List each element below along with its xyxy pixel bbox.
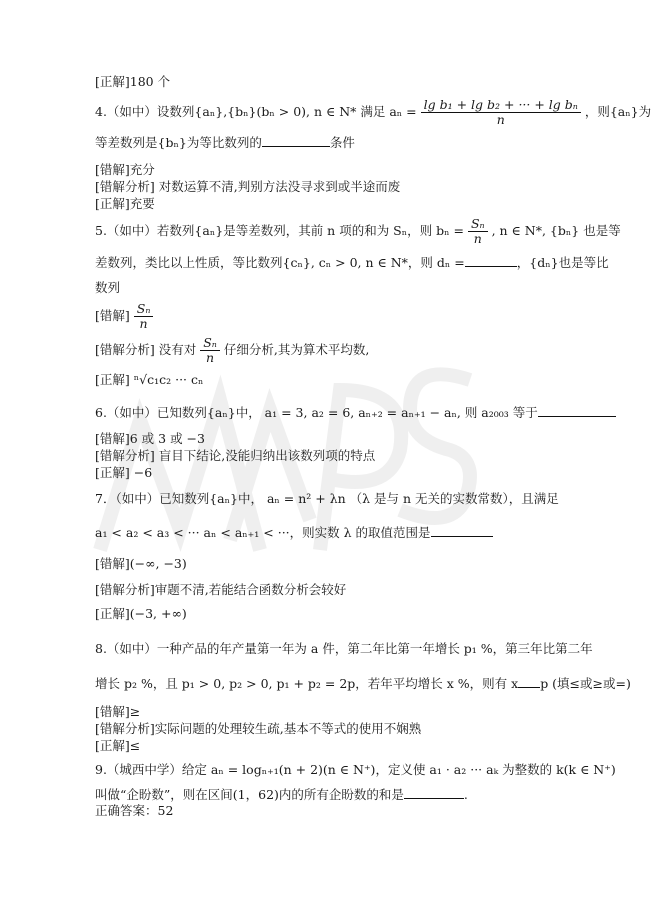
fraction: $\frac{\text{Sₙ}}{n}$ [134,302,154,331]
problem-7-line-1: 7．（如中）已知数列{aₙ}中， aₙ = n² + λn （λ 是与 n 无关的实数常数），且满足 [95,491,559,506]
correct-answer-line: [正解] ⁿ√c₁c₂ ··· cₙ [95,372,204,387]
answer-blank [404,786,464,799]
answer-blank [518,675,540,688]
wrong-answer-line: [错解] $\frac{\text{Sₙ}}{n}$ [95,302,153,331]
problem-8-line-2: 增长 p₂ %，且 p₁ > 0, p₂ > 0, p₁ + p₂ = 2p，若年平均增长 x %，则有 x p (填≤或≥或=) [95,676,631,691]
answer-blank [465,254,517,267]
wrong-answer-line: [错解]≥ [95,704,141,719]
error-analysis-line: [错解分析]审题不清,若能结合函数分析会较好 [95,582,347,597]
fraction: $\frac{\text{Sₙ}}{n}$ [200,336,220,365]
problem-7-line-2: a₁ < a₂ < a₃ < ··· aₙ < aₙ₊₁ < ···，则实数 λ 的取值范围是 [95,524,493,541]
correct-answer-line: [正解] −6 [95,465,153,480]
problem-5-line-1: 5.（如中）若数列{aₙ}是等差数列，其前 n 项的和为 Sₙ，则 bₙ = $\frac{\text{Sₙ}}{n}$ , n ∈ N*, {bₙ} 也是等 [95,216,621,246]
error-analysis-line: [错解分析] 盲目下结论,没能归纳出该数列项的特点 [95,448,376,463]
answer-line: [正解]180 个 [95,74,171,89]
correct-answer-line: [正解](−3, +∞) [95,606,187,621]
problem-5-line-3: 数列 [95,280,121,295]
fraction: $\frac{\text{lg b₁ + lg b₂ + ··· + lg bₙ}}{n}$ [421,98,581,127]
problem-4-line-2: 等差数列是{bₙ}为等比数列的 条件 [95,135,355,150]
correct-answer-line: [正解]≤ [95,738,141,753]
error-analysis-line: [错解分析]实际问题的处理较生疏,基本不等式的使用不娴熟 [95,721,422,736]
wrong-answer-line: [错解](−∞, −3) [95,556,187,571]
error-analysis-line: [错解分析] 对数运算不清,判别方法没寻求到或半途而废 [95,179,401,194]
problem-9-line-2: 叫做“企盼数”，则在区间(1，62)内的所有企盼数的和是 . [95,787,468,802]
error-analysis-line: [错解分析] 没有对 $\frac{\text{Sₙ}}{n}$ 仔细分析,其为算术平均数, [95,335,370,365]
correct-answer-line: [正解]充要 [95,196,155,211]
problem-8-line-1: 8.（如中）一种产品的年产量第一年为 a 件，第二年比第一年增长 p₁ %，第三年比第二年 [95,641,593,656]
wrong-answer-line: [错解]6 或 3 或 −3 [95,431,205,446]
problem-6-line: 6.（如中）已知数列{aₙ}中， a₁ = 3, a₂ = 6, aₙ₊₂ = aₙ₊₁ − aₙ, 则 a₂₀₀₃ 等于 [95,404,616,421]
problem-5-line-2: 差数列，类比以上性质，等比数列{cₙ}, cₙ > 0, n ∈ N*，则 dₙ = ，{dₙ}也是等比 [95,255,609,270]
wrong-answer-line: [错解]充分 [95,162,155,177]
problem-4-line-1: 4.（如中）设数列{aₙ},{bₙ}(bₙ > 0), n ∈ N* 满足 aₙ = $\frac{\text{lg b₁ + lg b₂ + ··· + lg bₙ}}{n}$ ，则{aₙ}为 [95,97,651,127]
problem-9-line-1: 9.（城西中学）给定 aₙ = logₙ₊₁(n + 2)(n ∈ N⁺)，定义使 a₁ · a₂ ··· aₖ 为整数的 k(k ∈ N⁺) [95,762,616,777]
fraction: $\frac{\text{Sₙ}}{n}$ [468,217,488,246]
answer-blank [262,134,330,147]
answer-blank [538,404,616,417]
answer-blank [431,524,493,537]
final-answer-line: 正确答案：52 [95,803,174,818]
